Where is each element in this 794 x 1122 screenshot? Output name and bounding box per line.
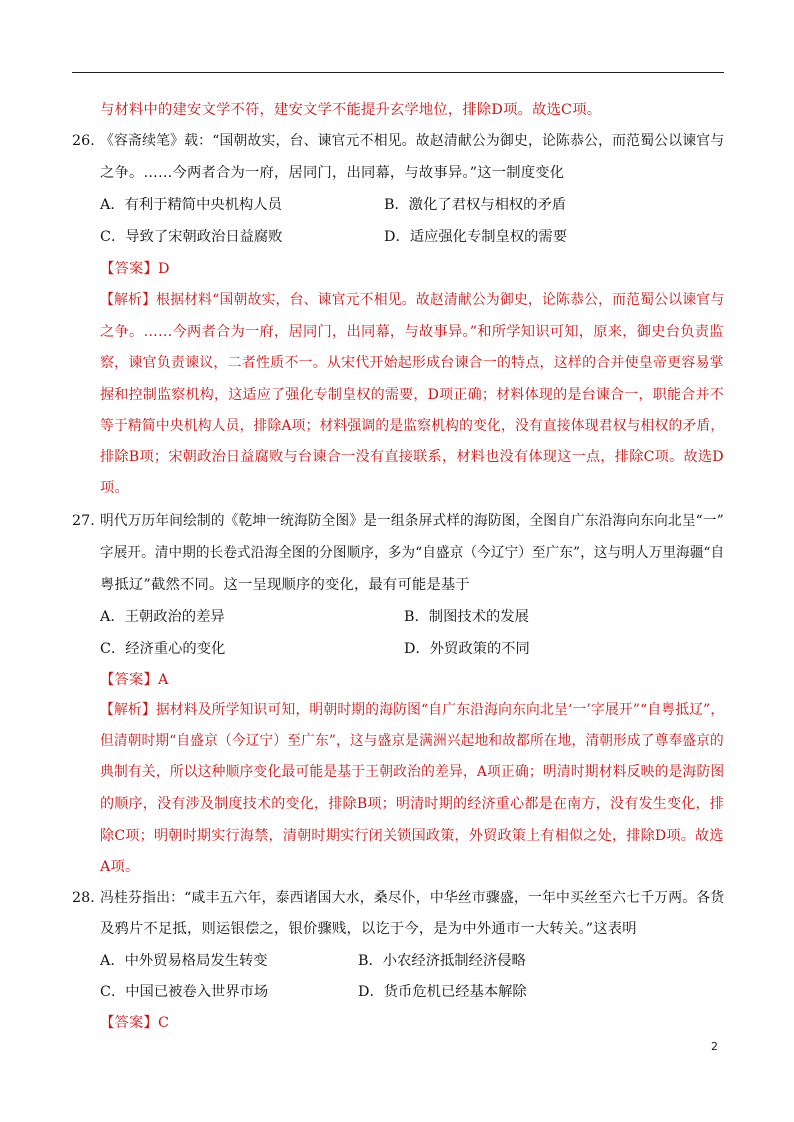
question-26-option-d: D．适应强化专制皇权的需要 bbox=[384, 229, 568, 245]
question-26-answer: 【答案】D bbox=[100, 261, 170, 277]
question-27-analysis-line-5: 除C项；明朝时期实行海禁，清朝时期实行闭关锁国政策，外贸政策上有相似之处，排除D项。故选 bbox=[100, 828, 724, 844]
question-26-option-b: B．激化了君权与相权的矛盾 bbox=[384, 197, 567, 213]
question-26-analysis-line-2: 之争。……今两者合为一府，居同门，出同幕，与故事异。”和所学知识可知，原来，御史台负责监 bbox=[100, 324, 724, 340]
question-26-analysis-line-3: 察，谏官负责谏议，二者性质不一。从宋代开始起形成台谏合一的特点，这样的合并使皇帝更容易掌 bbox=[100, 355, 724, 371]
question-27-stem-line-2: 字展开。清中期的长卷式沿海全图的分图顺序，多为“自盛京（今辽宁）至广东”，这与明人万里海疆“自 bbox=[100, 545, 725, 561]
question-27-option-b: B．制图技术的发展 bbox=[404, 609, 529, 625]
question-26-stem-line-2: 之争。……今两者合为一府，居同门，出同幕，与故事异。”这一制度变化 bbox=[100, 165, 565, 181]
question-26-option-c: C．导致了宋朝政治日益腐败 bbox=[100, 229, 283, 245]
question-27-stem-line-3: 粤抵辽”截然不同。这一呈现顺序的变化，最有可能是基于 bbox=[100, 577, 470, 593]
question-27-answer: 【答案】A bbox=[100, 672, 169, 688]
question-26-number: 26. bbox=[72, 133, 95, 149]
question-27-option-c: C．经济重心的变化 bbox=[100, 641, 226, 657]
question-26-analysis-line-1: 【解析】根据材料“国朝故实，台、谏官元不相见。故赵清献公为御史，论陈恭公，而范蜀公以谏官与 bbox=[100, 292, 725, 308]
question-27-analysis-line-4: 的顺序，没有涉及制度技术的变化，排除B项；明清时期的经济重心都是在南方，没有发生变化，排 bbox=[100, 796, 725, 812]
question-27-analysis-line-2: 但清朝时期“自盛京（今辽宁）至广东”，这与盛京是满洲兴起地和故都所在地，清朝形成了尊奉盛京的 bbox=[100, 733, 724, 749]
previous-analysis-continuation: 与材料中的建安文学不符，建安文学不能提升玄学地位，排除D项。故选C项。 bbox=[100, 102, 602, 118]
page-number: 2 bbox=[711, 1040, 718, 1053]
question-26-stem-line-1: 《容斋续笔》载：“国朝故实，台、谏官元不相见。故赵清献公为御史，论陈恭公，而范蜀公以谏官与 bbox=[100, 133, 725, 149]
question-28-option-a: A．中外贸易格局发生转变 bbox=[100, 953, 268, 969]
question-28-stem-line-2: 及鸦片不足抵，则运银偿之，银价骤贱，以讫于今，是为中外通市一大转关。”这表明 bbox=[100, 921, 637, 937]
question-27-analysis-line-3: 典制有关，所以这种顺序变化最可能是基于王朝政治的差异，A项正确；明清时期材料反映的是海防图 bbox=[100, 764, 725, 780]
question-28-stem-line-1: 冯桂芬指出：“咸丰五六年，泰西诸国大水，桑尽仆，中华丝市骤盛，一年中买丝至六七千万两。各货 bbox=[100, 890, 725, 906]
question-26-analysis-line-6: 排除B项；宋朝政治日益腐败与台谏合一没有直接联系，材料也没有体现这一点，排除C项。故选D bbox=[100, 449, 724, 465]
question-26-analysis-line-4: 握和控制监察机构，这适应了强化专制皇权的需要，D项正确；材料体现的是台谏合一，职能合并不 bbox=[100, 387, 725, 403]
question-27-option-a: A．王朝政治的差异 bbox=[100, 609, 225, 625]
question-26-option-a: A．有利于精简中央机构人员 bbox=[100, 197, 282, 213]
question-28-number: 28. bbox=[72, 890, 95, 906]
question-28-answer: 【答案】C bbox=[100, 1015, 170, 1031]
header-rule bbox=[72, 72, 724, 73]
question-28-option-b: B．小农经济抵制经济侵略 bbox=[358, 953, 526, 969]
question-28-option-d: D．货币危机已经基本解除 bbox=[358, 984, 527, 1000]
question-28-option-c: C．中国已被卷入世界市场 bbox=[100, 984, 269, 1000]
question-27-option-d: D．外贸政策的不同 bbox=[404, 641, 530, 657]
question-27-stem-line-1: 明代万历年间绘制的《乾坤一统海防全图》是一组条屏式样的海防图，全图自广东沿海向东向北呈“一” bbox=[100, 513, 724, 529]
question-26-analysis-line-5: 等于精简中央机构人员，排除A项；材料强调的是监察机构的变化，没有直接体现君权与相权的矛盾， bbox=[100, 418, 725, 434]
question-26-analysis-line-7: 项。 bbox=[100, 480, 129, 496]
question-27-analysis-line-1: 【解析】据材料及所学知识可知，明朝时期的海防图“自广东沿海向东向北呈‘一’字展开”“自粤抵辽”， bbox=[100, 702, 725, 718]
question-27-number: 27. bbox=[72, 513, 95, 529]
question-27-analysis-line-6: A项。 bbox=[100, 859, 140, 875]
